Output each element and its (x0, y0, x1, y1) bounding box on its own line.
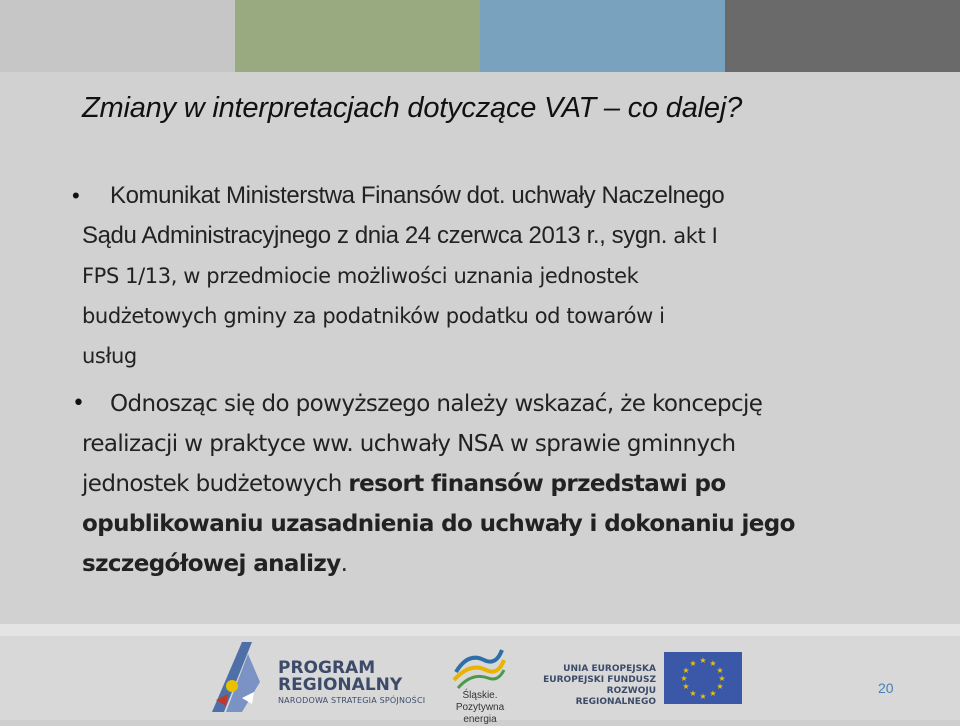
bullet-2-line-4: opublikowaniu uzasadnienia do uchwały i dokonaniu jego (82, 511, 795, 537)
bullet-1-line-1: Komunikat Ministerstwa Finansów dot. uchwały Naczelnego (110, 182, 725, 209)
bullet-1-line-3: FPS 1/13, w przedmiocie możliwości uznania jednostek (82, 264, 639, 288)
top-bar-segment-green (235, 0, 480, 72)
program-label: PROGRAM (278, 658, 376, 678)
ue-label: UNIA EUROPEJSKA (563, 664, 656, 674)
slaskie-text (440, 690, 520, 726)
svg-text:★: ★ (716, 682, 724, 691)
svg-text:★: ★ (680, 674, 688, 683)
bullet-1-line-5: usług (82, 344, 137, 368)
bullet-list (82, 176, 882, 584)
bullet-1-line-4: budżetowych gminy za podatników podatku od towarów i (82, 304, 665, 328)
top-bar-segment-blue (480, 0, 725, 72)
page-number: 20 (878, 680, 894, 696)
regionalny-label: REGIONALNY (278, 675, 403, 695)
bullet-1-line-2b: akt I (667, 224, 718, 248)
bullet-2-line-5: szczegółowej analizy (82, 551, 341, 577)
svg-text:★: ★ (716, 666, 724, 675)
program-regionalny-logo-icon (212, 642, 270, 712)
bullet-2-line-3b: resort finansów przedstawi po (348, 471, 726, 497)
program-regionalny-text (278, 660, 402, 694)
bullet-1-line-2a: Sądu Administracyjnego z dnia 24 czerwca 2013 r., sygn. (82, 222, 668, 249)
top-bar-segment-dark (725, 0, 960, 72)
slide-title: Zmiany w interpretacjach dotyczące VAT – co dalej? (82, 92, 743, 124)
svg-text:★: ★ (699, 692, 707, 701)
bullet-2-line-2: realizacji w praktyce ww. uchwały NSA w sprawie gminnych (82, 431, 736, 457)
bullet-2-line-1: Odnosząc się do powyższego należy wskazać, że koncepcję (110, 391, 763, 417)
pozytywna-energia-label: Pozytywna energia (455, 702, 505, 725)
slaskie-logo-icon (448, 642, 508, 690)
eu-flag-icon (664, 652, 742, 704)
svg-text:★: ★ (682, 666, 690, 675)
ue-text (536, 664, 656, 708)
svg-text:★: ★ (699, 656, 707, 665)
bullet-item-2 (82, 384, 882, 584)
svg-text:★: ★ (689, 659, 697, 668)
efrr-label-2: ROZWOJU REGIONALNEGO (575, 686, 656, 707)
svg-text:★: ★ (709, 659, 717, 668)
top-bar-segment-gray (0, 0, 235, 72)
bullet-item-1 (82, 176, 882, 376)
svg-text:★: ★ (709, 689, 717, 698)
efrr-label-1: EUROPEJSKI FUNDUSZ (543, 675, 656, 685)
decorative-top-bar (0, 0, 960, 72)
svg-text:★: ★ (682, 682, 690, 691)
bullet-2-end: . (340, 551, 348, 577)
nss-label: NARODOWA STRATEGIA SPÓJNOŚCI (278, 696, 426, 705)
svg-text:★: ★ (689, 689, 697, 698)
bullet-2-line-3a: jednostek budżetowych (82, 471, 349, 497)
slaskie-label: Śląskie. (462, 690, 498, 701)
svg-text:★: ★ (718, 674, 726, 683)
